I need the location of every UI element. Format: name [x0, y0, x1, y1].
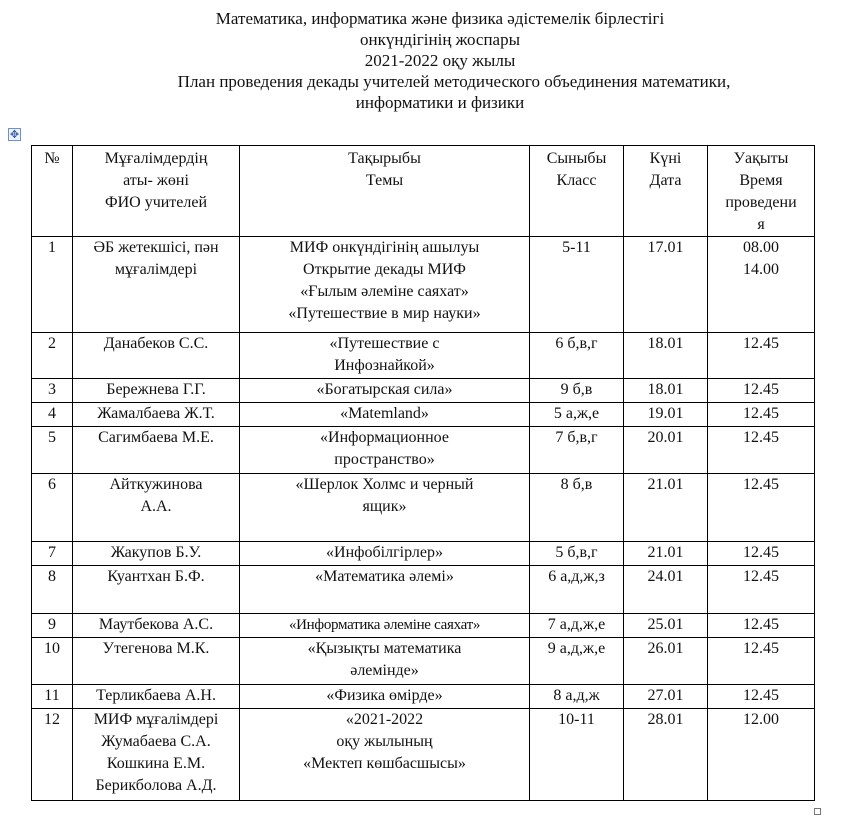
- row-num: 5: [32, 427, 73, 474]
- row-teacher: [73, 379, 240, 403]
- table-row: [32, 474, 815, 542]
- row-num: 7: [32, 542, 73, 566]
- header-class-line: Сыныбы: [546, 150, 607, 167]
- row-date: 28.01: [624, 709, 708, 801]
- row-class: 10-11: [530, 709, 624, 801]
- row-time: [708, 427, 815, 474]
- time-line: 12.45: [743, 616, 779, 633]
- row-topic: [240, 685, 530, 709]
- table-resize-handle-icon[interactable]: [814, 808, 821, 815]
- table-row: [32, 427, 815, 474]
- row-date: 19.01: [624, 403, 708, 427]
- topic-line: МИФ онкүндігінің ашылуы: [289, 239, 480, 256]
- table-header-row: [32, 146, 815, 237]
- title-ru-line-1: План проведения декады учителей методического объединения математики,: [177, 72, 731, 91]
- row-class: 9 а,д,ж,е: [530, 638, 624, 685]
- row-date: 25.01: [624, 614, 708, 638]
- row-topic: [240, 474, 530, 542]
- row-class: 8 а,д,ж: [530, 685, 624, 709]
- header-date: [624, 146, 708, 237]
- row-teacher: [73, 403, 240, 427]
- table-move-handle-icon[interactable]: ✥: [9, 128, 20, 141]
- row-num: 1: [32, 237, 73, 333]
- row-topic: [240, 237, 530, 333]
- row-topic: [240, 542, 530, 566]
- teacher-line: А.А.: [140, 498, 172, 515]
- header-topic: [240, 146, 530, 237]
- table-row: [32, 237, 815, 333]
- row-num: 9: [32, 614, 73, 638]
- topic-line: «Путешествие в мир науки»: [288, 305, 481, 322]
- teacher-line: Утегенова М.К.: [102, 640, 210, 657]
- header-time-line: проведени: [725, 194, 797, 211]
- topic-line: «Мектеп көшбасшысы»: [303, 755, 466, 772]
- row-teacher: [73, 474, 240, 542]
- header-topic-line: Тақырыбы: [348, 150, 421, 167]
- row-time: [708, 379, 815, 403]
- document-title: [60, 8, 820, 113]
- row-date: 18.01: [624, 333, 708, 379]
- row-teacher: [73, 542, 240, 566]
- decade-plan-table: [31, 145, 815, 801]
- row-class: 8 б,в: [530, 474, 624, 542]
- topic-line: Инфознайкой»: [334, 357, 435, 374]
- teacher-line: Жамалбаева Ж.Т.: [97, 405, 215, 422]
- row-class: 5 а,ж,е: [530, 403, 624, 427]
- topic-line: «Математика әлемі»: [315, 568, 454, 585]
- row-teacher: [73, 566, 240, 614]
- teacher-line: Куантхан Б.Ф.: [107, 568, 205, 585]
- teacher-line: Бережнева Г.Г.: [106, 381, 206, 398]
- header-time-line: Время: [739, 172, 783, 189]
- header-time: [708, 146, 815, 237]
- header-num: №: [32, 146, 73, 237]
- title-kz-line-3: 2021-2022 оқу жылы: [364, 51, 516, 70]
- row-num: 8: [32, 566, 73, 614]
- time-line: 12.45: [743, 405, 779, 422]
- row-teacher: [73, 638, 240, 685]
- teacher-line: Берикболова А.Д.: [95, 777, 217, 794]
- row-date: 26.01: [624, 638, 708, 685]
- row-date: 21.01: [624, 474, 708, 542]
- time-line: 12.45: [743, 640, 779, 657]
- topic-line: «Богатырская сила»: [316, 381, 453, 398]
- teacher-line: Жумабаева С.А.: [101, 733, 211, 750]
- row-time: [708, 542, 815, 566]
- header-topic-line: Темы: [365, 172, 404, 189]
- topic-line: ящик»: [362, 498, 407, 515]
- topic-line: «Информационное: [320, 429, 449, 446]
- row-topic: [240, 333, 530, 379]
- teacher-line: Кошкина Е.М.: [106, 755, 206, 772]
- row-num: 6: [32, 474, 73, 542]
- header-teacher-line: аты- жөні: [123, 172, 189, 189]
- table-row: [32, 709, 815, 801]
- row-time: [708, 474, 815, 542]
- header-time-line: я: [757, 216, 765, 233]
- row-date: 21.01: [624, 542, 708, 566]
- time-line: 08.00: [743, 239, 779, 256]
- header-class-line: Класс: [556, 172, 597, 189]
- row-date: 24.01: [624, 566, 708, 614]
- row-teacher: [73, 333, 240, 379]
- title-kz-line-1: Математика, информатика және физика әдістемелік бірлестігі: [215, 9, 665, 28]
- time-line: 12.45: [743, 476, 779, 493]
- row-topic: [240, 427, 530, 474]
- teacher-line: Жакупов Б.У.: [110, 544, 202, 561]
- row-class: 9 б,в: [530, 379, 624, 403]
- table-row: [32, 685, 815, 709]
- header-date-line: Дата: [649, 172, 682, 189]
- topic-line: «Matemland»: [340, 405, 429, 422]
- header-class: [530, 146, 624, 237]
- row-class: 5 б,в,г: [530, 542, 624, 566]
- header-teacher-line: Мұғалімдердің: [104, 150, 208, 167]
- row-num: 12: [32, 709, 73, 801]
- row-class: 7 а,д,ж,е: [530, 614, 624, 638]
- header-date-line: Күні: [649, 150, 682, 167]
- row-teacher: [73, 685, 240, 709]
- row-class: 5-11: [530, 237, 624, 333]
- teacher-line: МИФ мұғалімдері: [93, 711, 219, 728]
- header-time-line: Уақыты: [733, 150, 789, 167]
- title-kz-line-2: онкүндігінің жоспары: [359, 30, 521, 49]
- topic-line: «Инфобілгірлер»: [326, 544, 443, 561]
- row-topic: [240, 566, 530, 614]
- teacher-line: Айткужинова: [109, 476, 203, 493]
- teacher-line: Терликбаева А.Н.: [96, 687, 216, 704]
- header-teacher-line: ФИО учителей: [104, 194, 208, 211]
- row-num: 2: [32, 333, 73, 379]
- time-line: 14.00: [743, 261, 779, 278]
- topic-line: әлемінде»: [350, 662, 419, 679]
- row-time: [708, 237, 815, 333]
- row-time: [708, 685, 815, 709]
- table-row: [32, 638, 815, 685]
- time-line: 12.45: [743, 381, 779, 398]
- row-teacher: [73, 709, 240, 801]
- teacher-line: Данабеков С.С.: [103, 335, 209, 352]
- time-line: 12.00: [743, 711, 779, 728]
- title-ru-line-2: информатики и физики: [355, 93, 525, 112]
- teacher-line: Сагимбаева М.Е.: [98, 429, 214, 446]
- table-row: [32, 566, 815, 614]
- row-topic: [240, 638, 530, 685]
- row-class: 7 б,в,г: [530, 427, 624, 474]
- row-time: [708, 638, 815, 685]
- topic-line: «Физика өмірде»: [326, 687, 443, 704]
- table-row: [32, 379, 815, 403]
- time-line: 12.45: [743, 429, 779, 446]
- topic-line: «Шерлок Холмс и черный: [295, 476, 474, 493]
- row-date: 27.01: [624, 685, 708, 709]
- topic-line: «Путешествие с: [329, 335, 440, 352]
- row-class: 6 б,в,г: [530, 333, 624, 379]
- row-num: 4: [32, 403, 73, 427]
- row-topic: [240, 403, 530, 427]
- topic-line: «Информатика әлеміне саяхат»: [288, 617, 481, 633]
- table-row: [32, 403, 815, 427]
- topic-line: пространство»: [334, 451, 435, 468]
- row-num: 11: [32, 685, 73, 709]
- table-row: [32, 614, 815, 638]
- table-row: [32, 542, 815, 566]
- row-time: [708, 614, 815, 638]
- row-time: [708, 333, 815, 379]
- row-date: 20.01: [624, 427, 708, 474]
- teacher-line: мұғалімдері: [114, 261, 198, 278]
- teacher-line: ӘБ жетекшісі, пән: [93, 239, 219, 256]
- row-num: 10: [32, 638, 73, 685]
- topic-line: «2021-2022: [345, 711, 424, 728]
- row-topic: [240, 709, 530, 801]
- row-date: 18.01: [624, 379, 708, 403]
- row-time: [708, 566, 815, 614]
- row-topic: [240, 614, 530, 638]
- header-teacher: [73, 146, 240, 237]
- row-teacher: [73, 614, 240, 638]
- teacher-line: Маутбекова А.С.: [98, 616, 214, 633]
- table-row: [32, 333, 815, 379]
- time-line: 12.45: [743, 335, 779, 352]
- time-line: 12.45: [743, 544, 779, 561]
- row-time: [708, 709, 815, 801]
- topic-line: оқу жылының: [336, 733, 433, 750]
- row-teacher: [73, 427, 240, 474]
- topic-line: «Ғылым әлеміне саяхат»: [300, 283, 469, 300]
- row-time: [708, 403, 815, 427]
- row-date: 17.01: [624, 237, 708, 333]
- row-class: 6 а,д,ж,з: [530, 566, 624, 614]
- table-body: [32, 237, 815, 801]
- row-num: 3: [32, 379, 73, 403]
- time-line: 12.45: [743, 568, 779, 585]
- row-teacher: [73, 237, 240, 333]
- row-topic: [240, 379, 530, 403]
- time-line: 12.45: [743, 687, 779, 704]
- topic-line: «Қызықты математика: [307, 640, 462, 657]
- topic-line: Открытие декады МИФ: [303, 261, 466, 278]
